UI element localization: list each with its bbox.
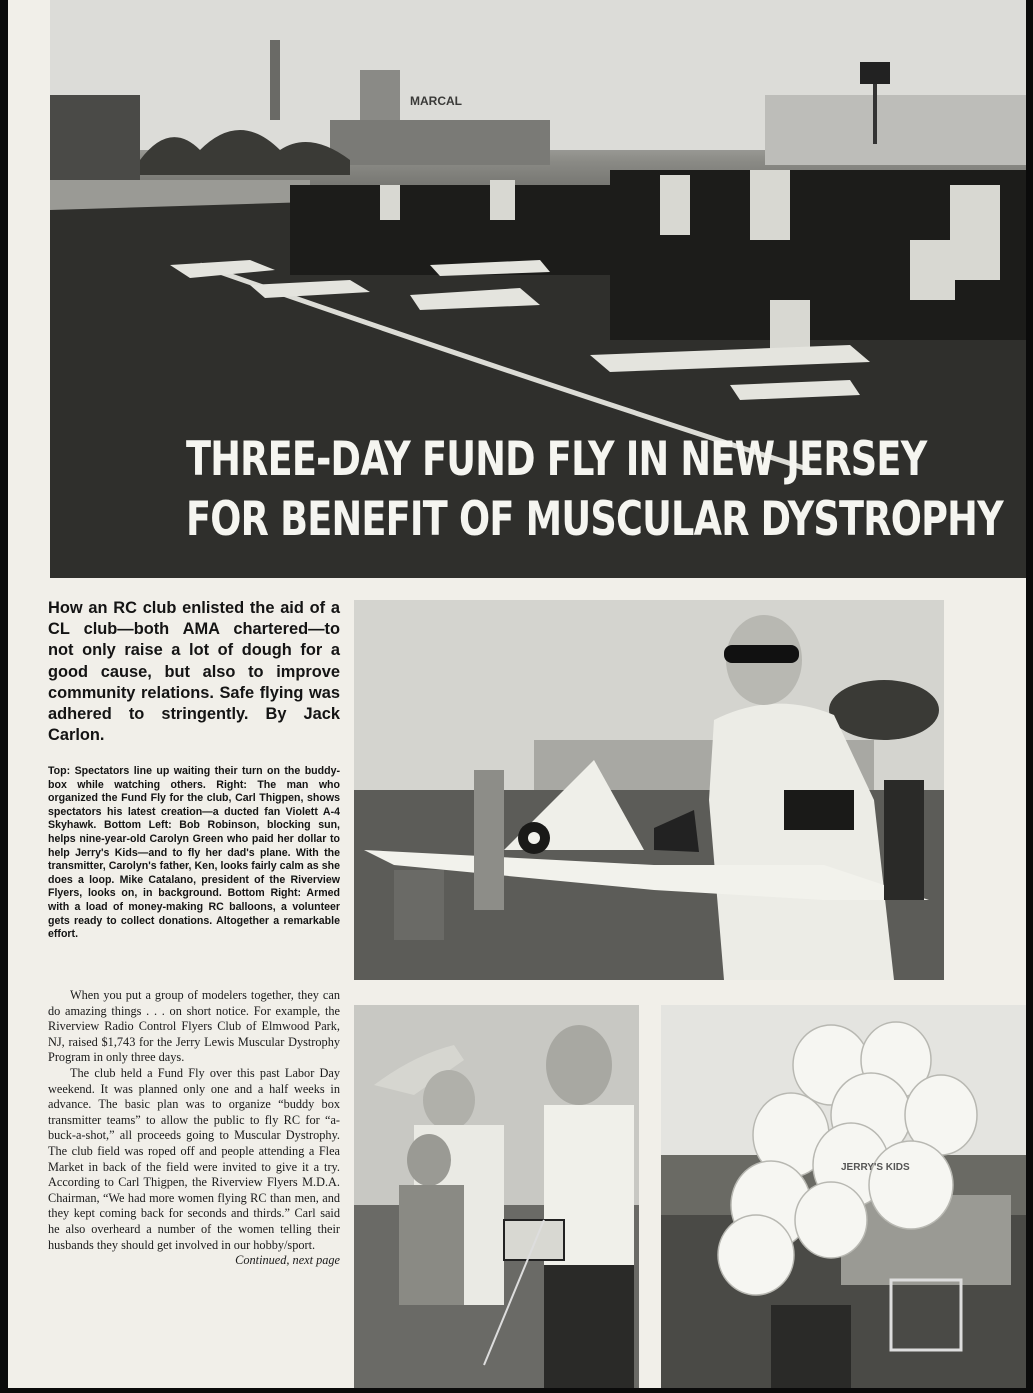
body-paragraph-2 bbox=[48, 1065, 340, 1268]
hero-photo-spectators bbox=[50, 0, 1026, 578]
article-body bbox=[48, 988, 340, 1269]
headline-line-1: THREE-DAY FUND FLY IN NEW JERSEY bbox=[186, 432, 927, 487]
factory-sign: MARCAL bbox=[410, 94, 462, 108]
continued-next-page: Continued, next page bbox=[235, 1253, 340, 1268]
photo-volunteer-with-balloons bbox=[661, 1005, 1026, 1388]
photo-right-illustration bbox=[354, 600, 944, 980]
headline bbox=[186, 430, 1003, 550]
magazine-page bbox=[8, 0, 1026, 1388]
body-paragraph-1: When you put a group of modelers together, they can do amazing things . . . on short notice. For example, the Riverview Radio Control Flyers Club of Elmwood Park, NJ, raised $1,743 for the Jerry Lewis Muscular Dystrophy Program in only three days. bbox=[48, 988, 340, 1065]
body-paragraph-2-text: The club held a Fund Fly over this past Labor Day weekend. It was planned only one and a half weeks in advance. The basic plan was to organize “buddy box transmitter teams” to allow the public to fly RC for “a-buck-a-shot,” all proceeds going to Muscular Dystrophy. The club field was roped off and people attending a Flea Market in back of the field were invited to give it a try. According to Carl Thigpen, the Riverview Flyers M.D.A. Chairman, “We had more women flying RC than men, and they kept coming back for seconds and thirds.” Carl said he also overheard a number of the women telling their husbands they should get involved in our hobby/sport. bbox=[48, 1065, 340, 1252]
photo-man-with-skyhawk-model bbox=[354, 600, 944, 980]
photo-bl-illustration bbox=[354, 1005, 639, 1388]
photo-caption: Top: Spectators line up waiting their turn on the buddy-box while watching others. Right: The man who organized the Fund Fly for the club, Carl Thigpen, shows spectators his latest creation—a ducted fan Violett A-4 Skyhawk. Bottom Left: Bob Robinson, blocking sun, helps nine-year-old Carolyn Green who paid her dollar to help Jerry's Kids—and to fly her dad's plane. With the transmitter, Carolyn's father, Ken, looks fairly calm as she does a loop. Mike Catalano, president of the Riverview Flyers, looks on, in background. Bottom Right: Armed with a load of money-making RC balloons, a volunteer gets ready to collect donations. Altogether a remarkable effort. bbox=[48, 765, 340, 941]
photo-br-illustration bbox=[661, 1005, 1026, 1388]
photo-girl-flying-rc bbox=[354, 1005, 639, 1388]
intro-blurb: How an RC club enlisted the aid of a CL club—both AMA chartered—to not only raise a lot of dough for a good cause, but also to improve community relations. Safe flying was adhered to stringently. By Jack Carlon. bbox=[48, 599, 340, 745]
balloon-label: JERRY'S KIDS bbox=[841, 1162, 910, 1173]
headline-line-2: FOR BENEFIT OF MUSCULAR DYSTROPHY bbox=[186, 492, 1003, 547]
